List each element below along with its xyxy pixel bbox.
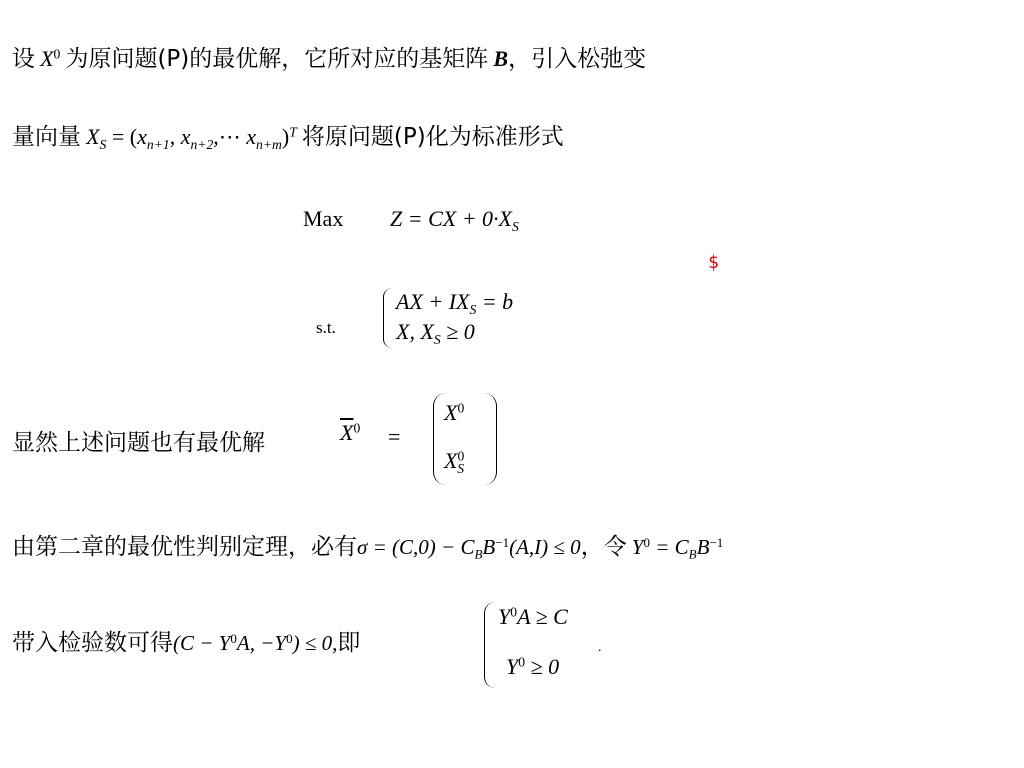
constraint-1: AX + $IX_S = b$ (396, 289, 514, 317)
dollar-marker: $ (708, 252, 719, 273)
line-2-text-b: 将原问题(P)化为标准形式 (301, 124, 564, 150)
line-2-text-a: 量向量 (12, 124, 81, 150)
slack-components: $x_{n+1}$, $x_{n+2},\cdots$ $x_{n+m})^T$ (137, 124, 297, 152)
subject-to-label: s.t. (316, 318, 336, 337)
sigma-expression: $\sigma = (C,0) - C_BB^{-1}(A,I) \le 0$ (357, 534, 581, 562)
test-expression: ($C - Y^0A$, $-Y^0) \le 0$, (173, 630, 338, 655)
objective-label: Max (303, 206, 344, 231)
dual-constraint-1: $Y^0A \ge C$ (498, 604, 568, 629)
objective-function: Z = CX + $0\cdot X_S$ (390, 206, 519, 234)
y0-definition: $Y^0 = C_BB^{-1}$ (631, 534, 724, 562)
vector-bottom: $X^0_S$ (444, 448, 465, 476)
dual-constraint-2: $Y^0 \ge 0$ (506, 654, 560, 679)
line-1-text-a: 设 (12, 46, 35, 72)
line-5 (12, 528, 723, 561)
basis-matrix: B (493, 46, 509, 71)
x-bar-equals: = (388, 424, 401, 449)
line-4-text: 显然上述问题也有最优解 (12, 430, 265, 456)
dual-brace (484, 602, 495, 688)
line-6-text-a: 带入检验数可得 (12, 630, 173, 656)
trailing-dot: . (598, 640, 602, 655)
vector-right-paren (484, 393, 497, 485)
line-6-text-b: 即 (337, 630, 361, 656)
constraints-bracket (383, 288, 392, 348)
slack-vector: $X_S$ (86, 124, 107, 152)
line-1-text-c: ，引入松弛变 (508, 46, 647, 72)
line-2 (12, 118, 564, 151)
x-bar: $\overline{X}^0$ (340, 420, 361, 445)
slack-eq: = ( (106, 124, 138, 149)
line-1-text-b: 为原问题(P)的最优解，它所对应的基矩阵 (65, 46, 489, 72)
vector-top: $X^0$ (444, 400, 465, 425)
line-6 (12, 624, 360, 657)
line-5-text-b: ，令 (580, 534, 627, 560)
constraint-2: X, $X_S \ge 0$ (396, 319, 475, 347)
line-1 (12, 40, 646, 73)
x0-var: $X^0$ (40, 46, 61, 71)
line-5-text-a: 由第二章的最优性判别定理，必有 (12, 534, 357, 560)
